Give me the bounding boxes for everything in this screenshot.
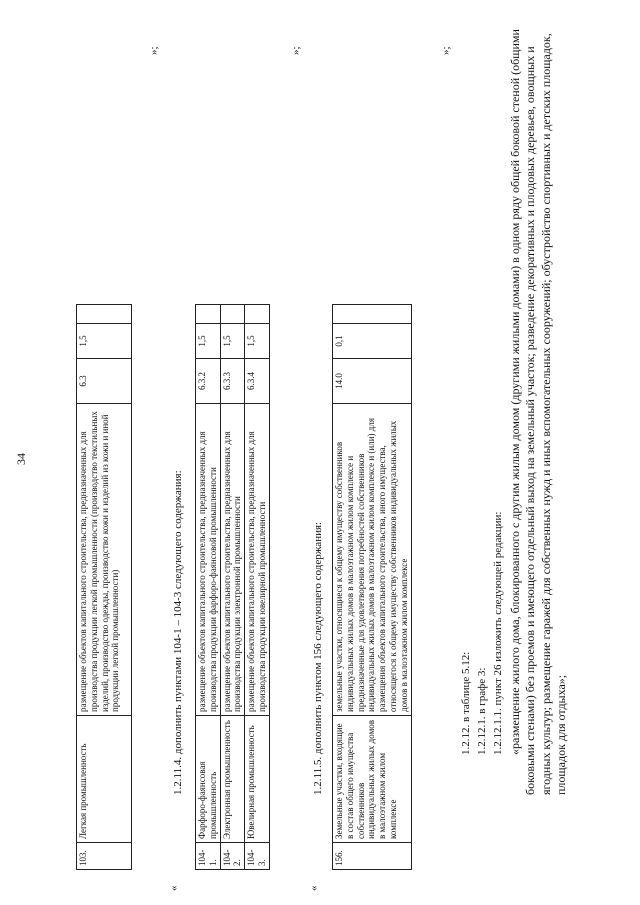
empty-cell: [196, 305, 221, 324]
row-value: 1,5: [220, 324, 245, 359]
row-code: 6.3: [77, 359, 132, 404]
row-name: Земельные участки, входящие в состав общего имущества собственников индивидуальных жилых домов в малоэтажном жилом комплексе: [333, 716, 412, 843]
empty-cell: [245, 305, 270, 324]
row-number: 104-2.: [220, 843, 245, 870]
table-1: [76, 304, 132, 870]
row-number: 156.: [333, 843, 412, 870]
table-row: [220, 305, 245, 870]
table-2: [195, 304, 270, 870]
quote-open: «: [308, 885, 320, 891]
row-description: земельные участки, относящиеся к общему имуществу собственников индивидуальных жилых домов в малоэтажном жилом комплексе и предназначенные для удовлетворения потребностей собственников индивидуальных жилых домов в малоэтажном жилом комплексе и (или) для размещения объектов капитального строительства, иного имущества, относящегося к общему имуществу собственников индивидуальных жилых домов в малоэтажном жилом комплексе: [333, 404, 412, 716]
paragraph-1-2-11-5: 1.2.11.5. дополнить пунктом 156 следующего содержания:: [312, 521, 324, 795]
quote-close: »;: [440, 46, 452, 55]
row-name: Легкая промышленность: [77, 716, 132, 843]
page-number: 34: [14, 453, 28, 465]
row-name: Ювелирная промышленность: [245, 716, 270, 843]
quote-close: »;: [148, 46, 160, 55]
row-value: 0,1: [333, 324, 412, 359]
table-row: [77, 305, 132, 870]
quote-close: »;: [290, 46, 302, 55]
row-value: 1,5: [77, 324, 132, 359]
row-code: 6.3.3: [220, 359, 245, 404]
empty-cell: [333, 305, 412, 324]
row-code: 6.3.4: [245, 359, 270, 404]
row-name: Электронная промышленность: [220, 716, 245, 843]
table-3: [332, 304, 412, 870]
empty-cell: [77, 305, 132, 324]
table-row: [333, 305, 412, 870]
empty-cell: [220, 305, 245, 324]
quoted-text: «размещение жилого дома, блокированного с другим жилым домом (другими жилыми домами) в одном ряду общей боковой стеной (общими боковыми стенами) без проемов и имеющего отдельный выход на земельный участок; разведение декоративных и плодовых деревьев, овощных и ягодных культур; размещение гаражей для собственных нужд и иных вспомогательных сооружений; обустройство спортивных и детских площадок, площадок для отдыха»;: [508, 29, 569, 795]
row-description: размещение объектов капитального строительства, предназначенных для производства продукции фарфоро-фаянсовой промышленности: [196, 404, 221, 716]
quoted-text-item-26: [508, 5, 569, 795]
paragraph-1-2-11-4: 1.2.11.4. дополнить пунктами 104-1 – 104-3 следующего содержания:: [172, 470, 184, 795]
paragraph-1-2-12-1: 1.2.12.1. в графе 3:: [476, 667, 488, 755]
row-code: 6.3.2: [196, 359, 221, 404]
quote-open: «: [168, 885, 180, 891]
row-number: 104-3.: [245, 843, 270, 870]
table-row: [245, 305, 270, 870]
row-description: размещение объектов капитального строительства, предназначенных для производства продукции ювелирной промышленности: [245, 404, 270, 716]
table-row: [196, 305, 221, 870]
paragraph-1-2-12: 1.2.12. в таблице 5.12:: [460, 651, 472, 755]
paragraph-1-2-12-1-1: 1.2.12.1.1. пункт 26 изложить следующей редакции:: [492, 511, 504, 755]
row-code: 14.0: [333, 359, 412, 404]
row-value: 1,5: [196, 324, 221, 359]
row-number: 103.: [77, 843, 132, 870]
row-value: 1,5: [245, 324, 270, 359]
row-number: 104-1.: [196, 843, 221, 870]
row-description: размещение объектов капитального строительства, предназначенных для производства продукции электронной промышленности: [220, 404, 245, 716]
row-name: Фарфоро-фаянсовая промышленность: [196, 716, 221, 843]
row-description: размещение объектов капитального строительства, предназначенных для производства продукции легкой промышленности (производство текстильных изделий, производство одежды, производство кожи и изделий из кожи и иной продукции легкой промышленности): [77, 404, 132, 716]
